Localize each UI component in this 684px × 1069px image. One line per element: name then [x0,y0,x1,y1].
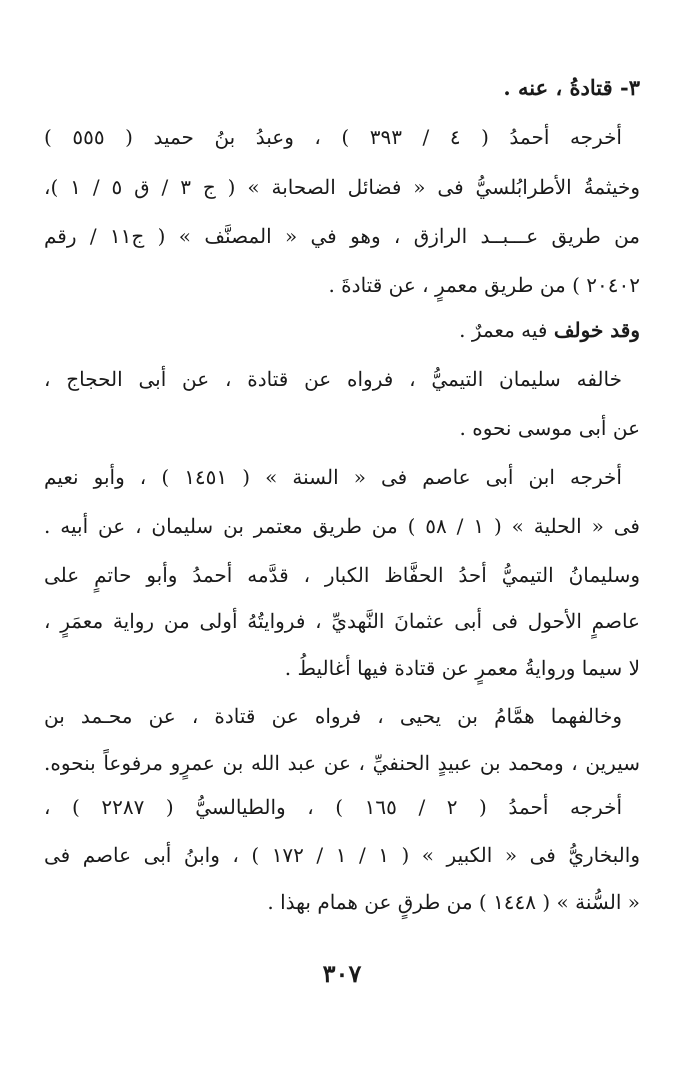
text-line: خالفه سليمان التيميُّ ، فرواه عن قتادة ، عن أبى الحجاج ، [44,367,622,391]
text-line: عن أبى موسى نحوه . [459,416,640,440]
text-line: عاصمٍ الأحول فى أبى عثمانَ النَّهديِّ ، فروايتُهُ أولى من رواية معمَرٍ ، [44,609,640,633]
contested-rest: فيه معمرٌ . [459,318,554,342]
text-line: وسليمانُ التيميُّ أحدُ الحفَّاظ الكبار ، قدَّمه أحمدُ وأبو حاتمٍ على [44,563,640,587]
text-line: أخرجه أحمدُ ( ٢ / ١٦٥ ) ، والطيالسيُّ ( ٢٢٨٧ ) ، [44,795,622,819]
contested-lead: وقد خولف [553,318,640,342]
text-line: لا سيما وروايةُ معمرٍ عن قتادة فيها أغاليطُ . [284,656,640,680]
text-line: أخرجه ابن أبى عاصم فى « السنة » ( ١٤٥١ ) ، وأبو نعيم [44,465,622,489]
text-line: ٢٠٤٠٢ ) من طريق معمرٍ ، عن قتادةَ . [328,273,640,297]
text-line: سيرين ، ومحمد بن عبيدٍ الحنفيِّ ، عن عبد الله بن عمرٍو مرفوعاً بنحوه. [44,751,640,775]
text-line: والبخاريُّ فى « الكبير » ( ١ / ١ / ١٧٢ ) ، وابنُ أبى عاصم فى [44,843,640,867]
text-line: فى « الحلية » ( ١ / ٥٨ ) من طريق معتمر بن سليمان ، عن أبيه . [44,514,640,538]
section-heading: ٣- قتادةُ ، عنه . [503,75,640,100]
text-line: وخالفهما همَّامُ بن يحيى ، فرواه عن قتادة ، عن محـمد بن [44,704,622,728]
text-line: « السُّنة » ( ١٤٤٨ ) من طرقٍ عن همام بهذا . [267,890,640,914]
text-line: أخرجه أحمدُ ( ٤ / ٣٩٣ ) ، وعبدُ بنُ حميد ( ٥٥٥ ) [44,125,622,149]
text-line: من طريق عـــبــد الرازق ، وهو في « المصنَّف » ( ج١١ / رقم [44,224,640,248]
contested-line [44,310,640,350]
page-number: ٣٠٧ [322,959,362,988]
text-line: وخيثمةُ الأطرابُلسيُّ فى « فضائل الصحابة » ( ج ٣ / ق ٥ / ١ )، [44,175,640,199]
